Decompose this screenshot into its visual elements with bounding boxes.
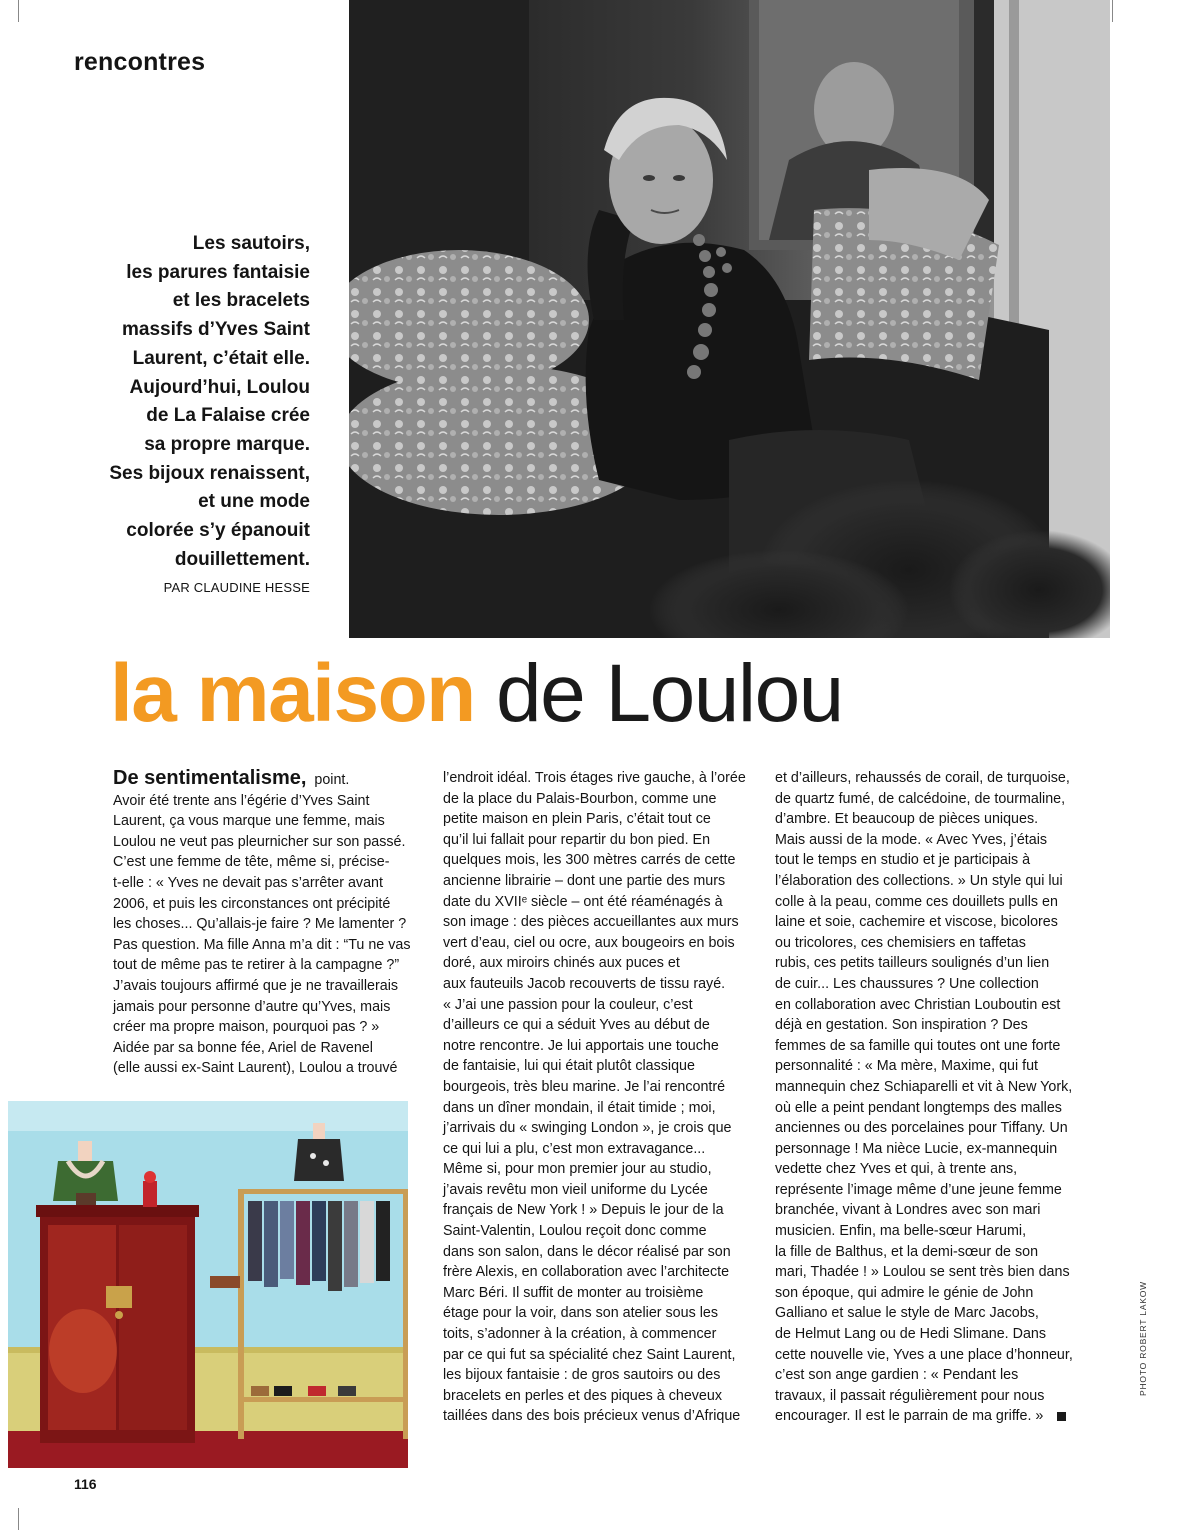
intro-line: Aujourd’hui, Loulou	[129, 376, 310, 398]
intro-line: Ses bijoux renaissent,	[109, 462, 310, 484]
body-line: C’est une femme de tête, même si, précise-	[113, 854, 390, 871]
body-line: Marc Béri. Il suffit de monter au troisième	[443, 1284, 704, 1301]
page-number: 116	[74, 1476, 97, 1492]
article-column-3	[775, 768, 1075, 1427]
body-line: Pas question. Ma fille Anna m’a dit : “Tu ne vas	[113, 936, 411, 953]
article-column-2	[443, 768, 746, 1427]
body-line: doré, aux miroirs chinés aux puces et	[443, 955, 680, 972]
body-line: travaux, il passait régulièrement pour nous	[775, 1387, 1045, 1404]
lead-in: De sentimentalisme,	[113, 767, 307, 789]
body-line: de la place du Palais-Bourbon, comme une	[443, 790, 717, 807]
body-line: bourgeois, très bleu marine. Je l’ai rencontré	[443, 1078, 726, 1095]
byline: PAR CLAUDINE HESSE	[163, 580, 310, 595]
body-line: j’arrivais du « swinging London », je crois que	[443, 1120, 732, 1137]
photo-credit: PHOTO ROBERT LAKOW	[1138, 1280, 1148, 1396]
body-line: de quartz fumé, de calcédoine, de tourmaline,	[775, 790, 1066, 807]
body-line: personnage ! Ma nièce Lucie, ex-mannequin	[775, 1140, 1058, 1157]
body-line: quelques mois, les 300 mètres carrés de cette	[443, 852, 736, 869]
body-line: Loulou ne veut pas pleurnicher sur son passé.	[113, 833, 406, 850]
intro-line: massifs d’Yves Saint	[122, 319, 310, 341]
body-line: déjà en gestation. Son inspiration ? Des	[775, 1017, 1028, 1034]
intro-line: les parures fantaisie	[126, 261, 310, 283]
body-line: encourager. Il est le parrain de ma griffe. »	[775, 1408, 1044, 1425]
body-line: et d’ailleurs, rehaussés de corail, de turquoise,	[775, 770, 1070, 786]
crop-mark	[18, 0, 19, 22]
body-line: petite maison en plein Paris, c’était tout ce	[443, 811, 711, 828]
body-line: ou tricolores, ces chemisiers en taffetas	[775, 934, 1026, 951]
headline	[110, 644, 843, 744]
intro-line: et les bracelets	[172, 290, 310, 312]
body-line: ancienne librairie – dont une partie des murs	[443, 872, 726, 889]
body-line: J’avais toujours affirmé que je ne travaillerais	[113, 977, 399, 994]
body-line: jamais pour personne d’autre qu’Yves, mais	[113, 998, 391, 1015]
body-line: par ce qui fut sa spécialité chez Saint Laurent,	[443, 1346, 736, 1363]
crop-mark	[1112, 0, 1113, 22]
body-line: de Helmut Lang ou de Hedi Slimane. Dans	[775, 1326, 1047, 1343]
body-line: les bijoux fantaisie : de gros sautoirs ou des	[443, 1367, 721, 1384]
body-line: d’ailleurs ce qui a séduit Yves au début de	[443, 1017, 710, 1034]
body-line: frère Alexis, en collaboration avec l’architecte	[443, 1264, 730, 1281]
body-line: date du XVIIᵉ siècle – ont été réaménagés à	[443, 893, 723, 910]
body-line: où elle a peint pendant longtemps des malles	[775, 1099, 1062, 1116]
intro-line: douillettement.	[174, 548, 310, 570]
body-line: c’est son ange gardien : « Pendant les	[775, 1367, 1019, 1384]
body-line: personnalité : « Ma mère, Maxime, qui fut	[775, 1058, 1039, 1075]
body-line: tout le temps en studio et je participais à	[775, 852, 1031, 869]
body-line: la fille de Balthus, et la demi-sœur de son	[775, 1243, 1039, 1260]
body-line: musicien. Enfin, ma belle-sœur Harumi,	[775, 1223, 1027, 1240]
body-line: cette nouvelle vie, Yves a une place d’honneur,	[775, 1346, 1073, 1363]
body-line: vert d’eau, ciel ou ocre, aux bougeoirs en bois	[443, 934, 735, 951]
body-line: l’élaboration des collections. » Un style qui lui	[775, 872, 1063, 889]
intro-line: Laurent, c’était elle.	[132, 347, 310, 369]
body-line: t-elle : « Yves ne devait pas s’arrêter avant	[113, 874, 383, 891]
body-line: laine et soie, cachemire et viscose, bicolores	[775, 914, 1058, 931]
body-line: 2006, et puis les circonstances ont précipité	[113, 895, 391, 912]
body-line: ce qui lui a plu, c’est mon extravagance...	[443, 1140, 706, 1157]
body-line: anciennes ou des porcelaines pour Tiffany. Un	[775, 1120, 1068, 1137]
portrait-photo	[349, 0, 1110, 638]
intro-line: et une mode	[198, 491, 310, 513]
body-line: « J’ai une passion pour la couleur, c’est	[443, 996, 693, 1013]
body-line: Saint-Valentin, Loulou reçoit donc comme	[443, 1223, 707, 1240]
body-line: toits, s’adonner à la création, à commencer	[443, 1326, 717, 1343]
body-line: colle à la peau, comme ces douillets pulls en	[775, 893, 1058, 910]
body-line: les choses... Qu’allais-je faire ? Me lamenter ?	[113, 916, 407, 933]
body-line: bracelets en perles et des piques à cheveux	[443, 1387, 722, 1404]
body-line: qu’il lui fallait pour repartir du bon pied. En	[443, 831, 711, 848]
intro-line: sa propre marque.	[144, 433, 310, 455]
body-line: rubis, ces petits tailleurs soulignés d’un lien	[775, 955, 1050, 972]
body-line: de cuir... Les chaussures ? Une collection	[775, 975, 1039, 992]
body-line: femmes de sa famille qui toutes ont une forte	[775, 1037, 1061, 1054]
body-line: créer ma propre maison, pourquoi pas ? »	[113, 1019, 380, 1036]
body-line: mari, Thadée ! » Loulou se sent très bien dans	[775, 1264, 1070, 1281]
body-line: Galliano et salue le style de Marc Jacobs,	[775, 1305, 1039, 1322]
body-line: représente l’image même d’une jeune femme	[775, 1181, 1062, 1198]
body-line: Aidée par sa bonne fée, Ariel de Ravenel	[113, 1039, 373, 1056]
body-line: vedette chez Yves et qui, à trente ans,	[775, 1161, 1018, 1178]
body-line: point.	[314, 772, 350, 788]
intro-line: Les sautoirs,	[192, 233, 310, 254]
body-line: son époque, qui admire le génie de John	[775, 1284, 1034, 1301]
body-line: son image : des pièces accueillantes aux murs	[443, 914, 739, 931]
body-line: (elle aussi ex-Saint Laurent), Loulou a trouvé	[113, 1060, 398, 1077]
body-line: tout de même pas te retirer à la campagne ?”	[113, 957, 400, 974]
body-line: d’ambre. Et beaucoup de pièces uniques.	[775, 811, 1039, 828]
body-line: étage pour la voir, dans son atelier sous les	[443, 1305, 718, 1322]
intro-standfirst	[60, 230, 310, 574]
article-column-1	[113, 768, 413, 1079]
body-line: branchée, vivant à Londres avec son mari	[775, 1202, 1041, 1219]
end-of-article-mark	[1057, 1412, 1066, 1421]
body-line: dans un dîner mondain, il était timide ; moi,	[443, 1099, 716, 1116]
body-line: de fantaisie, lui qui était plutôt classique	[443, 1058, 695, 1075]
body-line: en collaboration avec Christian Louboutin est	[775, 996, 1061, 1013]
headline-rest: de Loulou	[496, 648, 843, 739]
body-line: l’endroit idéal. Trois étages rive gauche, à l’orée	[443, 770, 746, 786]
intro-line: colorée s’y épanouit	[126, 520, 310, 542]
body-line: notre rencontre. Je lui apportais une touche	[443, 1037, 719, 1054]
crop-mark	[18, 1508, 19, 1530]
body-line: dans son salon, dans le décor réalisé par son	[443, 1243, 731, 1260]
headline-accent: la maison	[110, 648, 475, 739]
body-line: taillées dans des bois précieux venus d’Afrique	[443, 1408, 741, 1425]
body-line: Laurent, ça vous marque une femme, mais	[113, 813, 385, 830]
section-label: rencontres	[74, 48, 206, 76]
body-line: Mais aussi de la mode. « Avec Yves, j’étais	[775, 831, 1048, 848]
body-line: Même si, pour mon premier jour au studio,	[443, 1161, 712, 1178]
body-line: j’avais revêtu mon vieil uniforme du Lycée	[443, 1181, 708, 1198]
boutique-photo	[8, 1101, 408, 1468]
body-line: Avoir été trente ans l’égérie d’Yves Saint	[113, 792, 370, 809]
body-line: mannequin chez Schiaparelli et vit à New York,	[775, 1078, 1073, 1095]
body-line: français de New York ! » Depuis le jour de la	[443, 1202, 724, 1219]
body-line: aux fauteuils Jacob recouverts de tissu rayé.	[443, 975, 726, 992]
intro-line: de La Falaise crée	[146, 405, 310, 427]
